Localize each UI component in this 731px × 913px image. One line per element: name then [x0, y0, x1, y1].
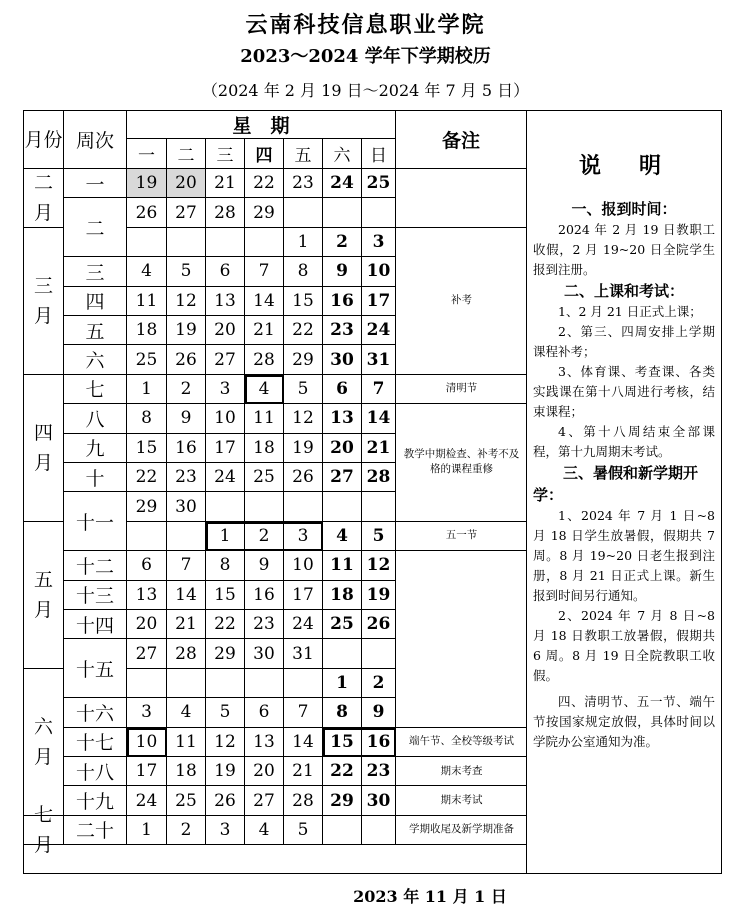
weekday-header: 三 — [206, 139, 245, 169]
day-cell: 4 — [167, 698, 206, 727]
day-cell: 11 — [323, 551, 362, 580]
month-cell: 二月 — [24, 169, 64, 228]
day-cell: 2 — [362, 669, 396, 698]
day-cell: 20 — [245, 757, 284, 786]
day-cell: 10 — [206, 404, 245, 433]
day-cell: 6 — [127, 551, 167, 580]
day-cell — [167, 669, 206, 698]
day-cell — [362, 198, 396, 227]
week-number: 六 — [64, 345, 127, 374]
day-cell: 21 — [284, 757, 323, 786]
weekday-header: 二 — [167, 139, 206, 169]
day-cell: 25 — [167, 786, 206, 815]
day-cell: 13 — [127, 581, 167, 610]
day-cell: 5 — [284, 816, 323, 845]
weekday-header: 日 — [362, 139, 396, 169]
week-number: 十九 — [64, 786, 127, 815]
day-cell: 21 — [362, 434, 396, 463]
week-number: 三 — [64, 257, 127, 286]
day-cell: 21 — [245, 316, 284, 345]
day-cell: 19 — [284, 434, 323, 463]
day-cell: 10 — [284, 551, 323, 580]
day-cell: 3 — [206, 375, 245, 404]
day-cell: 23 — [362, 757, 396, 786]
day-cell: 16 — [245, 581, 284, 610]
day-cell: 25 — [245, 463, 284, 492]
day-cell: 7 — [245, 257, 284, 286]
day-cell: 28 — [245, 345, 284, 374]
weekday-header: 一 — [127, 139, 167, 169]
section-heading: 三、暑假和新学期开学： — [533, 464, 699, 504]
day-cell: 26 — [167, 345, 206, 374]
date-range: （2024 年 2 月 19 日～2024 年 7 月 5 日） — [201, 81, 530, 100]
day-cell: 1 — [284, 228, 323, 257]
weekday-header: 六 — [323, 139, 362, 169]
day-cell: 12 — [167, 287, 206, 316]
day-cell: 30 — [167, 492, 206, 521]
day-cell: 30 — [362, 786, 396, 815]
day-cell: 25 — [323, 610, 362, 639]
calendar-table — [23, 110, 527, 874]
day-cell: 27 — [167, 198, 206, 227]
month-cell: 六月 — [24, 669, 64, 816]
day-cell: 29 — [323, 786, 362, 815]
day-cell: 15 — [206, 581, 245, 610]
week-number: 十五 — [64, 639, 127, 698]
remark-cell — [396, 169, 527, 228]
day-cell: 28 — [206, 198, 245, 227]
header-remarks: 备注 — [396, 111, 527, 169]
day-cell — [206, 228, 245, 257]
day-cell: 30 — [245, 639, 284, 668]
day-cell: 22 — [127, 463, 167, 492]
day-cell: 8 — [323, 698, 362, 727]
explanation-title: 说 明 — [578, 153, 669, 179]
day-cell — [245, 669, 284, 698]
day-cell: 19 — [206, 757, 245, 786]
day-cell: 20 — [206, 316, 245, 345]
day-cell — [127, 669, 167, 698]
remark-cell: 补考 — [396, 228, 527, 375]
day-cell: 18 — [167, 757, 206, 786]
day-cell: 3 — [206, 816, 245, 845]
day-cell: 12 — [284, 404, 323, 433]
day-cell: 26 — [362, 610, 396, 639]
day-cell: 7 — [167, 551, 206, 580]
day-cell: 28 — [284, 786, 323, 815]
header-weekday: 星 期 — [127, 111, 396, 139]
day-cell: 10 — [362, 257, 396, 286]
week-number: 十六 — [64, 698, 127, 727]
day-cell — [284, 669, 323, 698]
remark-cell: 教学中期检查、补考不及格的课程重修 — [396, 404, 527, 522]
day-cell — [167, 228, 206, 257]
day-cell: 1 — [323, 669, 362, 698]
day-cell — [127, 522, 167, 551]
day-cell: 11 — [127, 287, 167, 316]
day-cell — [127, 228, 167, 257]
day-cell: 22 — [284, 316, 323, 345]
day-cell — [323, 639, 362, 668]
day-cell: 9 — [245, 551, 284, 580]
day-cell: 7 — [362, 375, 396, 404]
day-cell: 2 — [167, 375, 206, 404]
day-cell: 20 — [323, 434, 362, 463]
week-number: 八 — [64, 404, 127, 433]
day-cell: 21 — [206, 169, 245, 198]
day-cell: 13 — [323, 404, 362, 433]
day-cell: 24 — [362, 316, 396, 345]
day-cell: 18 — [323, 581, 362, 610]
day-cell: 14 — [245, 287, 284, 316]
day-cell — [206, 669, 245, 698]
day-cell: 18 — [127, 316, 167, 345]
day-cell: 28 — [362, 463, 396, 492]
week-number: 十八 — [64, 757, 127, 786]
day-cell: 10 — [127, 728, 167, 757]
day-cell: 8 — [206, 551, 245, 580]
day-cell: 23 — [245, 610, 284, 639]
section-heading: 一、报到时间： — [571, 200, 677, 218]
day-cell: 27 — [206, 345, 245, 374]
weekday-header: 五 — [284, 139, 323, 169]
day-cell: 24 — [323, 169, 362, 198]
day-cell: 8 — [127, 404, 167, 433]
holiday-highlight — [245, 375, 284, 404]
month-cell: 四月 — [24, 375, 64, 522]
weekday-header: 四 — [245, 139, 284, 169]
day-cell: 2 — [245, 522, 284, 551]
day-cell: 2 — [323, 228, 362, 257]
holiday-highlight — [206, 522, 323, 551]
day-cell: 30 — [323, 345, 362, 374]
holiday-highlight — [323, 728, 396, 757]
day-cell: 16 — [323, 287, 362, 316]
section-paragraph: 3、体育课、考查课、各类实践课在第十八周进行考核，结束课程； — [533, 364, 715, 419]
day-cell: 9 — [167, 404, 206, 433]
day-cell: 5 — [206, 698, 245, 727]
remark-cell: 清明节 — [396, 375, 527, 404]
section-paragraph: 1、2 月 21 日正式上课； — [558, 304, 702, 319]
day-cell: 27 — [323, 463, 362, 492]
day-cell: 19 — [127, 169, 167, 198]
day-cell: 9 — [323, 257, 362, 286]
day-cell — [323, 816, 362, 845]
day-cell: 1 — [127, 375, 167, 404]
day-cell: 29 — [245, 198, 284, 227]
day-cell: 5 — [362, 522, 396, 551]
remark-cell: 学期收尾及新学期准备 — [396, 816, 527, 845]
day-cell: 1 — [206, 522, 245, 551]
week-number: 二 — [64, 198, 127, 257]
day-cell: 5 — [284, 375, 323, 404]
week-number: 二十 — [64, 816, 127, 845]
section-paragraph: 2、第三、四周安排上学期课程补考； — [533, 324, 715, 359]
day-cell: 11 — [167, 728, 206, 757]
day-cell: 4 — [127, 257, 167, 286]
day-cell: 23 — [284, 169, 323, 198]
day-cell: 12 — [362, 551, 396, 580]
week-number: 十二 — [64, 551, 127, 580]
day-cell: 9 — [362, 698, 396, 727]
day-cell: 31 — [284, 639, 323, 668]
day-cell: 21 — [167, 610, 206, 639]
week-number: 一 — [64, 169, 127, 198]
day-cell: 5 — [167, 257, 206, 286]
section-paragraph: 四、清明节、五一节、端午节按国家规定放假，具体时间以学院办公室通知为准。 — [533, 694, 715, 749]
day-cell: 14 — [167, 581, 206, 610]
day-cell — [167, 522, 206, 551]
day-cell: 20 — [167, 169, 206, 198]
header-month: 月份 — [24, 111, 64, 169]
day-cell — [284, 198, 323, 227]
day-cell: 26 — [206, 786, 245, 815]
day-cell: 26 — [284, 463, 323, 492]
day-cell: 4 — [245, 375, 284, 404]
day-cell: 29 — [206, 639, 245, 668]
day-cell: 24 — [127, 786, 167, 815]
day-cell: 28 — [167, 639, 206, 668]
day-cell: 3 — [284, 522, 323, 551]
day-cell — [245, 492, 284, 521]
day-cell: 13 — [206, 287, 245, 316]
section-paragraph: 2、2024 年 7 月 8 日~8 月 18 日教职工放暑假，假期共 6 周。8 月 19 日全院教职工收假。 — [533, 608, 715, 683]
day-cell: 22 — [323, 757, 362, 786]
week-number: 十七 — [64, 728, 127, 757]
day-cell — [362, 639, 396, 668]
day-cell: 22 — [206, 610, 245, 639]
section-heading: 二、上课和考试： — [563, 282, 684, 300]
month-cell: 五月 — [24, 522, 64, 669]
day-cell — [206, 492, 245, 521]
day-cell — [362, 492, 396, 521]
day-cell — [284, 492, 323, 521]
week-number: 十四 — [64, 610, 127, 639]
day-cell: 1 — [127, 816, 167, 845]
day-cell: 19 — [362, 581, 396, 610]
remark-cell: 期末考试 — [396, 786, 527, 815]
day-cell — [362, 816, 396, 845]
day-cell: 3 — [362, 228, 396, 257]
day-cell: 4 — [323, 522, 362, 551]
day-cell: 7 — [284, 698, 323, 727]
day-cell: 29 — [127, 492, 167, 521]
day-cell: 15 — [284, 287, 323, 316]
calendar-title: 2023～2024 学年下学期校历 — [240, 46, 491, 67]
week-number: 四 — [64, 287, 127, 316]
day-cell: 18 — [245, 434, 284, 463]
day-cell: 20 — [127, 610, 167, 639]
day-cell: 6 — [323, 375, 362, 404]
remark-cell: 五一节 — [396, 522, 527, 551]
day-cell: 31 — [362, 345, 396, 374]
day-cell: 17 — [206, 434, 245, 463]
day-cell: 24 — [206, 463, 245, 492]
month-cell: 三月 — [24, 228, 64, 375]
section-paragraph: 4、第十八周结束全部课程，第十九周期末考试。 — [533, 424, 715, 459]
day-cell: 23 — [323, 316, 362, 345]
day-cell — [323, 492, 362, 521]
issued-date: 2023 年 11 月 1 日 — [353, 887, 507, 906]
day-cell: 6 — [206, 257, 245, 286]
day-cell: 15 — [127, 434, 167, 463]
header-week: 周次 — [64, 111, 127, 169]
day-cell: 17 — [362, 287, 396, 316]
day-cell: 27 — [127, 639, 167, 668]
day-cell: 26 — [127, 198, 167, 227]
day-cell: 16 — [167, 434, 206, 463]
day-cell: 14 — [284, 728, 323, 757]
day-cell: 8 — [284, 257, 323, 286]
day-cell: 19 — [167, 316, 206, 345]
day-cell: 17 — [284, 581, 323, 610]
day-cell: 17 — [127, 757, 167, 786]
day-cell: 3 — [127, 698, 167, 727]
week-number: 十 — [64, 463, 127, 492]
week-number: 五 — [64, 316, 127, 345]
day-cell: 22 — [245, 169, 284, 198]
day-cell: 29 — [284, 345, 323, 374]
day-cell: 14 — [362, 404, 396, 433]
section-paragraph: 1、2024 年 7 月 1 日~8 月 18 日学生放暑假，假期共 7 周。8 月 19~20 日老生报到注册，8 月 21 日正式上课。新生报到时间另行通知。 — [533, 508, 715, 603]
week-number: 十三 — [64, 581, 127, 610]
remark-cell: 期末考查 — [396, 757, 527, 786]
day-cell: 16 — [362, 728, 396, 757]
day-cell: 27 — [245, 786, 284, 815]
day-cell: 4 — [245, 816, 284, 845]
week-number: 九 — [64, 434, 127, 463]
day-cell: 25 — [362, 169, 396, 198]
section-paragraph: 2024 年 2 月 19 日教职工收假，2 月 19~20 日全院学生报到注册。 — [533, 222, 715, 277]
day-cell — [245, 228, 284, 257]
day-cell: 13 — [245, 728, 284, 757]
holiday-highlight — [127, 728, 167, 757]
day-cell: 24 — [284, 610, 323, 639]
remark-cell: 端午节、全校等级考试 — [396, 728, 527, 757]
explanation-panel — [527, 110, 722, 874]
school-name: 云南科技信息职业学院 — [245, 12, 486, 38]
day-cell: 2 — [167, 816, 206, 845]
day-cell: 6 — [245, 698, 284, 727]
day-cell: 11 — [245, 404, 284, 433]
month-cell: 七月 — [24, 816, 64, 845]
week-number: 十一 — [64, 492, 127, 551]
day-cell: 15 — [323, 728, 362, 757]
day-cell: 23 — [167, 463, 206, 492]
remark-cell — [396, 551, 527, 727]
day-cell: 12 — [206, 728, 245, 757]
day-cell: 25 — [127, 345, 167, 374]
week-number: 七 — [64, 375, 127, 404]
day-cell — [323, 198, 362, 227]
